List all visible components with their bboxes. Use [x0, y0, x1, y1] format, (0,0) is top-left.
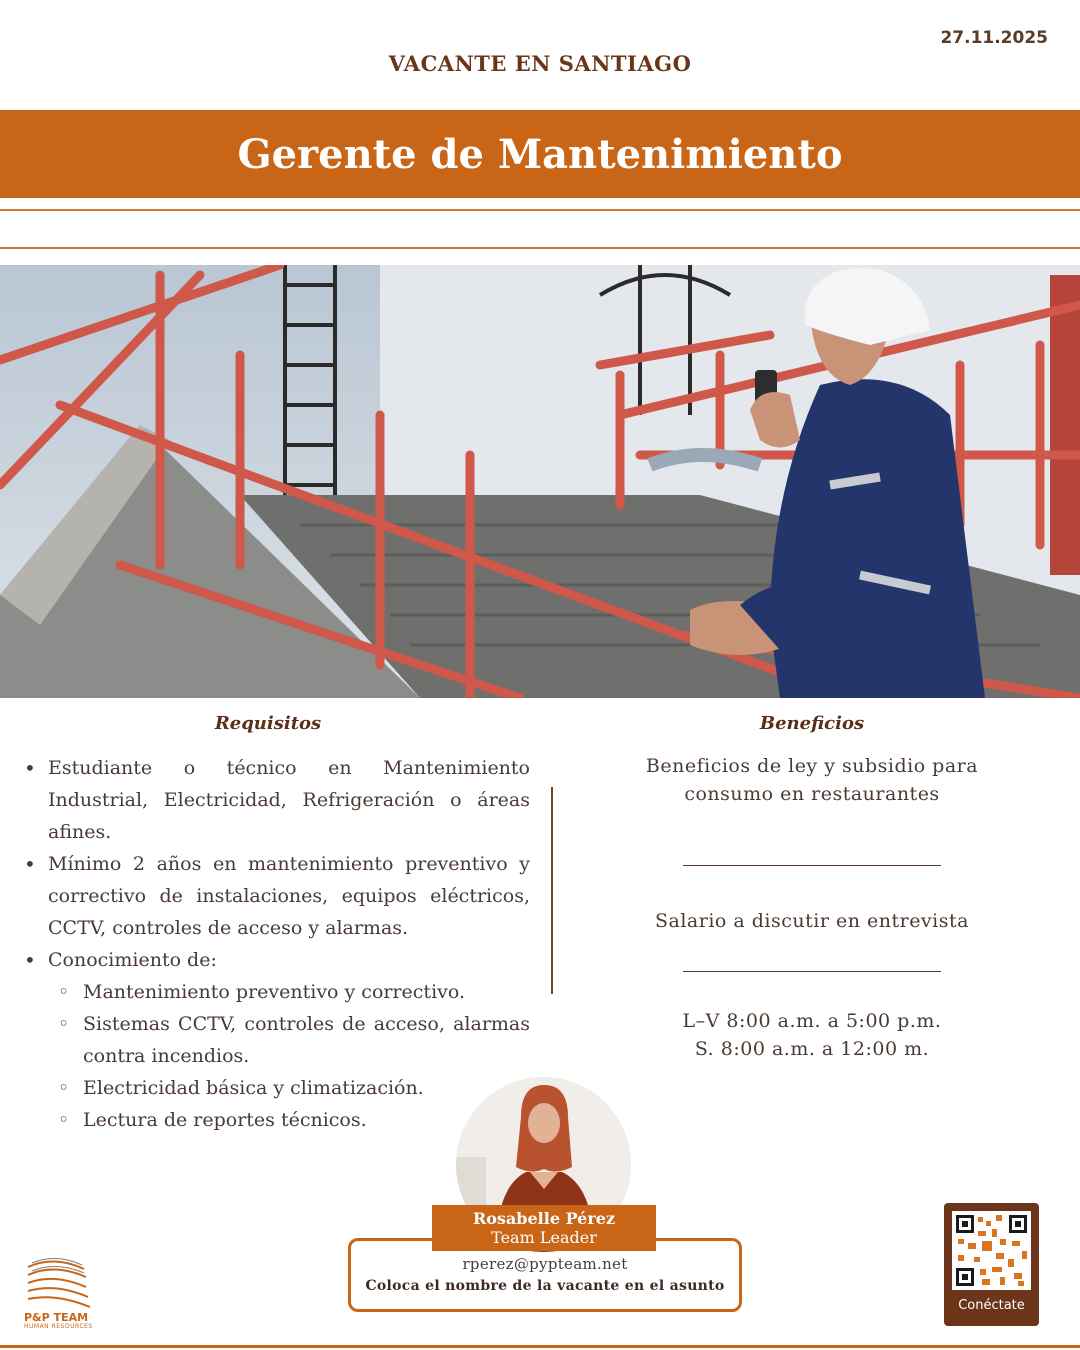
post-date: 27.11.2025 — [940, 28, 1048, 48]
requirement-subitem: ◦ Lectura de reportes técnicos. — [22, 1104, 530, 1136]
company-tagline: HUMAN RESOURCES — [24, 1323, 93, 1330]
requirement-subitem: ◦ Mantenimiento preventivo y correctivo. — [22, 976, 530, 1008]
divider-bottom — [0, 247, 1080, 249]
requirement-item: • Mínimo 2 años en mantenimiento preventivo y correctivo de instalaciones, equipos eléctricos, CCTV, controles de acceso y alarmas. — [22, 848, 530, 944]
requirement-subitem: ◦ Sistemas CCTV, controles de acceso, alarmas contra incendios. — [22, 1008, 530, 1072]
benefits-separator — [683, 865, 941, 866]
vacancy-location: VACANTE EN SANTIAGO — [388, 51, 692, 76]
bottom-rule — [0, 1345, 1080, 1348]
schedule-weekdays: L–V 8:00 a.m. a 5:00 p.m. — [682, 1010, 942, 1032]
benefits-separator — [683, 971, 941, 972]
job-title: Gerente de Mantenimiento — [237, 130, 843, 178]
contact-name: Rosabelle Pérez — [472, 1209, 616, 1228]
contact-role: Team Leader — [491, 1228, 597, 1247]
benefits-text: Beneficios de ley y subsidio para consumo en restaurantes — [645, 755, 979, 805]
requirement-subitem: ◦ Electricidad básica y climatización. — [22, 1072, 530, 1104]
column-divider — [551, 787, 553, 994]
requirement-item: • Conocimiento de: — [22, 944, 530, 976]
schedule-saturday: S. 8:00 a.m. a 12:00 m. — [694, 1038, 930, 1060]
company-name: P&P TEAM — [24, 1311, 89, 1324]
salary-text: Salario a discutir en entrevista — [655, 910, 969, 932]
benefits-heading: Beneficios — [759, 713, 865, 734]
requirement-item: • Estudiante o técnico en Mantenimiento Industrial, Electricidad, Refrigeración o áreas afines. — [22, 752, 530, 848]
title-banner — [0, 110, 1080, 198]
subject-note: Coloca el nombre de la vacante en el asunto — [365, 1278, 725, 1294]
qr-label: Conéctate — [958, 1298, 1025, 1313]
requirements-heading: Requisitos — [214, 713, 322, 734]
divider-top — [0, 209, 1080, 211]
requirements-list — [22, 752, 530, 1136]
contact-name-tag — [432, 1205, 656, 1251]
contact-email[interactable]: rperez@pypteam.net — [462, 1255, 628, 1273]
qr-code-icon[interactable] — [952, 1211, 1031, 1290]
hero-photo — [0, 265, 1080, 698]
